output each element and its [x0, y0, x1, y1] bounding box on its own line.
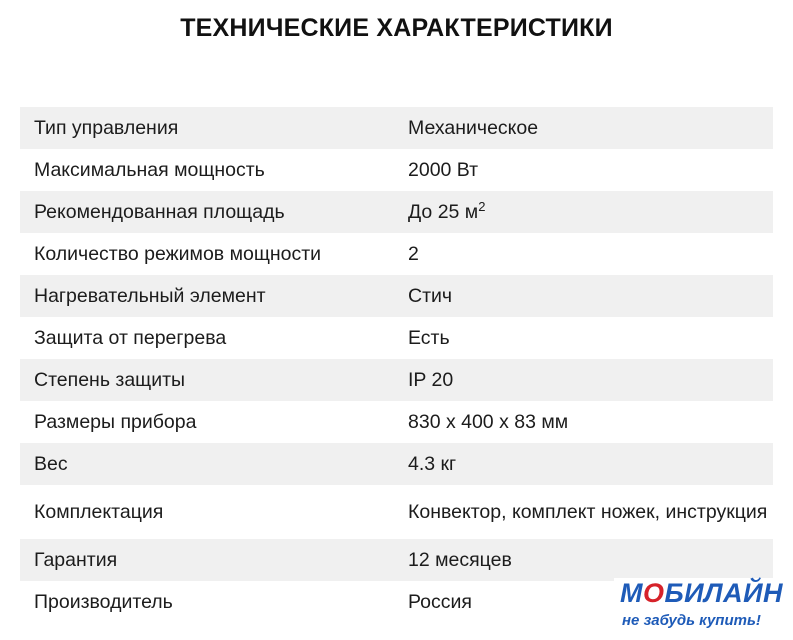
spec-row-max-power [20, 149, 773, 191]
spec-value: Конвектор, комплект ножек, инструкция [400, 485, 773, 539]
specs-table [20, 107, 773, 623]
spec-name: Нагревательный элемент [20, 275, 400, 317]
spec-name: Производитель [20, 581, 400, 623]
spec-row-overheat-protection [20, 317, 773, 359]
spec-value: Есть [400, 317, 773, 359]
brand-logo [614, 578, 784, 636]
spec-value: 2000 Вт [400, 149, 773, 191]
spec-row-weight [20, 443, 773, 485]
spec-name: Защита от перегрева [20, 317, 400, 359]
spec-name: Комплектация [20, 485, 400, 539]
spec-value: До 25 м [408, 200, 479, 223]
spec-value: 12 месяцев [400, 539, 773, 581]
spec-name: Тип управления [20, 107, 400, 149]
spec-value: 2 [400, 233, 773, 275]
spec-row-protection-class [20, 359, 773, 401]
brand-slogan: не забудь купить! [622, 612, 761, 629]
spec-value: 4.3 кг [400, 443, 773, 485]
brand-name [620, 578, 783, 609]
spec-value: IP 20 [400, 359, 773, 401]
spec-name: Размеры прибора [20, 401, 400, 443]
spec-row-dimensions [20, 401, 773, 443]
spec-value: Россия [400, 581, 773, 623]
page-title: ТЕХНИЧЕСКИЕ ХАРАКТЕРИСТИКИ [180, 14, 613, 42]
spec-name: Вес [20, 443, 400, 485]
brand-name-accent: О [643, 578, 665, 608]
spec-name: Максимальная мощность [20, 149, 400, 191]
spec-name: Гарантия [20, 539, 400, 581]
spec-value-superscript: 2 [478, 198, 486, 214]
brand-name-part: М [620, 578, 643, 608]
spec-row-control-type [20, 107, 773, 149]
spec-name: Количество режимов мощности [20, 233, 400, 275]
spec-value: 830 х 400 х 83 мм [400, 401, 773, 443]
spec-row-area [20, 191, 773, 233]
spec-row-warranty [20, 539, 773, 581]
spec-name: Рекомендованная площадь [20, 191, 400, 233]
spec-name: Степень защиты [20, 359, 400, 401]
spec-row-heating-element [20, 275, 773, 317]
spec-value: Стич [400, 275, 773, 317]
brand-name-part: БИЛАЙН [664, 578, 784, 608]
spec-value-cell [400, 191, 773, 233]
spec-value: Механическое [400, 107, 773, 149]
spec-row-power-modes [20, 233, 773, 275]
spec-row-package [20, 485, 773, 539]
